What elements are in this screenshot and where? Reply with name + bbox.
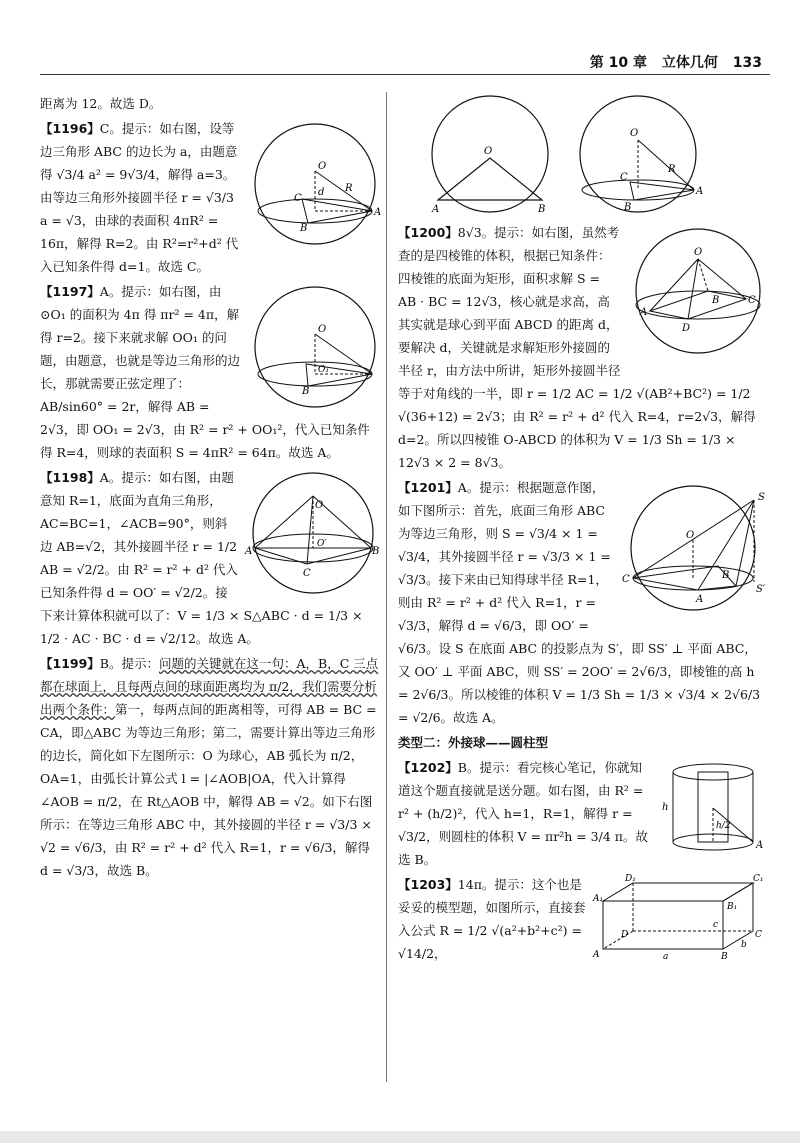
label-op: O′ [317, 539, 327, 549]
figure-1201-sphere [618, 478, 768, 618]
entry-1200 [398, 221, 768, 474]
entry-number: 【1201】 [398, 480, 458, 495]
label-a: A [432, 204, 440, 215]
label-a: A [696, 594, 704, 605]
page-number: 133 [732, 55, 762, 71]
chapter-number: 第 10 章 [589, 55, 648, 71]
entry-1201 [398, 476, 768, 729]
label-b: B [624, 202, 632, 213]
entry-lead: B。提示： [99, 656, 159, 671]
entry-text: 第一，每两点间的距离相等，可得 AB = BC = CA，即△ABC 为等边三角形；第二，需要计算出等边三角形的边长，简化如下左图所示：O 为球心，AB 弧长为 π/2，OA=1，由弧长计算公式 l = |∠AOB|OA，代入计算得 ∠AOB = π/2，在 Rt△AOB 中，解得 AB = √2。如下右图所示：在等边三角形 ABC 中，其外接圆的半径 r = √3/3 × √2 = √6/3，由 R² = r² + d² 代入 R=1，r = √6/3，解得 d = √3/3，故选 B。 [40, 702, 377, 878]
label-c1: C₁ [753, 874, 764, 884]
label-sp: S′ [756, 584, 766, 595]
label-o: O [315, 500, 324, 511]
label-c: C [748, 295, 756, 306]
key-sentence: 问题的关键就在这一句：A，B，C 三点都在球面上，且每两点间的球面距离均为 π/2，我们需要分析出两个条件： [40, 656, 379, 717]
label-a: A [245, 546, 253, 557]
label-d: D [621, 930, 629, 940]
label-o: O [318, 324, 327, 335]
entry-1202 [398, 756, 768, 871]
label-o: O [484, 146, 493, 157]
label-c: C [620, 172, 628, 183]
edge-b: b [741, 940, 747, 950]
entry-text: 8√3。提示：如右图，虽然考查的是四棱锥的体积，根据已知条件：四棱锥的底面为矩形，面积求解 S = AB · BC = 12√3，核心就是求高，高其实就是球心到平面 ABCD 的距离 d，要解决 d，关键就是求解矩形外接圆的半径 r，由方法中所讲，矩形外接圆半径等于对角线的一半，即 r = 1/2 AC = 1/2 √(AB²+BC²) = 1/2 √(36+12) = 2√3；由 R² = r² + d² 代入 R=4，r=2√3，解得 d=2。所以四棱锥 O-ABCD 的体积为 V = 1/3 Sh = 1/3 × 12√3 × 2 = 8√3。 [398, 225, 756, 470]
header-rule [40, 74, 770, 75]
label-o: O [318, 161, 327, 172]
label-a: A [756, 840, 764, 851]
label-a: A [593, 950, 600, 960]
entry-number: 【1203】 [398, 877, 458, 892]
label-b: B [712, 295, 720, 306]
label-a: A [696, 186, 704, 197]
label-b1: B₁ [727, 902, 738, 912]
entry-text: A。提示：根据题意作图，如下图所示：首先，底面三角形 ABC 为等边三角形，则 S = √3/4 × 1 = √3/4，其外接圆半径 r = √3/3 × 1 = √3/3。接下来由已知得球半径 R=1，则由 R² = r² + d² 代入 R=1，r = √3/3，解得 d = √6/3，即 OO′ = √6/3。设 S 在底面 ABC 的投影点为 S′，即 SS′ ⊥ 平面 ABC，又 OO′ ⊥ 平面 ABC，则 SS′ = 2OO′ = 2√6/3，即棱锥的高 h = 2√6/3。所以棱锥的体积 V = 1/3 Sh = 1/3 × √3/4 × 2√6/3 = √2/6。故选 A。 [398, 480, 761, 725]
figure-1196-sphere [250, 119, 380, 249]
entry-number: 【1197】 [40, 284, 100, 299]
label-d: D [682, 323, 691, 334]
entry-number: 【1200】 [398, 225, 458, 240]
label-o1: O₁ [318, 365, 329, 375]
label-d: d [318, 187, 325, 198]
label-b: B [372, 546, 380, 557]
chapter-title: 立体几何 [661, 55, 718, 71]
entry-1203 [398, 873, 768, 965]
section-heading-type2: 类型二：外接球——圆柱型 [398, 735, 549, 750]
label-b: B [302, 386, 310, 397]
entry-1199 [40, 652, 380, 882]
right-column [398, 92, 768, 1092]
label-o: O [686, 530, 695, 541]
label-d1: D₁ [625, 874, 636, 884]
entry-text: C。提示：如右图，设等边三角形 ABC 的边长为 a，由题意得 √3/4 a² = 9√3/4，解得 a=3。由等边三角形外接圆半径 r = √3/3 a = √3，由球的表面积 4πR² = 16π，解得 R=2。由 R²=r²+d² 代入已知条件得 d=1。故选 C。 [40, 121, 239, 274]
label-s: S [758, 492, 765, 503]
figure-1197-sphere [250, 282, 380, 412]
label-c: C [755, 930, 762, 940]
bottom-strip [0, 1131, 800, 1143]
label-o: O [630, 128, 639, 139]
entry-1198 [40, 466, 380, 650]
label-R: R [668, 164, 676, 175]
label-b: B [300, 223, 308, 234]
entry-text: A。提示：如右图，由题意知 R=1，底面为直角三角形，AC=BC=1，∠ACB=90°，则斜边 AB=√2，其外接圆半径 r = 1/2 AB = √2/2。由 R² = r² + d² 代入已知条件得 d = OO′ = √2/2。接下来计算体积就可以了：V = 1/3 × S△ABC · d = 1/3 × 1/2 · AC · BC · d = √2/12。故选 A。 [40, 470, 363, 646]
figure-1203-cuboid [593, 875, 768, 960]
entry-1197 [40, 280, 380, 464]
entry-text: 14π。提示：这个也是妥妥的模型题，如图所示，直接套入公式 R = 1/2 √(a²+b²+c²) = √14/2， [398, 877, 586, 961]
label-a1: A₁ [593, 894, 604, 904]
label-a: A [374, 207, 382, 218]
label-a: A [640, 307, 648, 318]
label-h: h [662, 802, 669, 813]
figures-1199 [398, 92, 768, 217]
entry-text: A。提示：如右图，由⊙O₁ 的面积为 4π 得 πr² = 4π，解得 r=2。接下来就求解 OO₁ 的问题，由题意，也就是等边三角形的边长，那就需要正弦定理了：AB/sin60° = 2r，解得 AB = 2√3，即 OO₁ = 2√3，由 R² = r² + OO₁²，代入已知条件得 R=4，则球的表面积 S = 4πR² = 64π。故选 A。 [40, 284, 370, 460]
label-b: B [721, 952, 728, 962]
label-c: C [303, 568, 311, 579]
entry-text: B。提示：看完核心笔记，你就知道这个题直接就是送分题。如右图，由 R² = r² + (h/2)²，代入 h=1，R=1，解得 r = √3/2，则圆柱的体积 V = πr²h = 3/4 π。故选 B。 [398, 760, 648, 867]
entry-number: 【1199】 [40, 656, 100, 671]
entry-number: 【1202】 [398, 760, 458, 775]
figure-1202-cylinder [658, 758, 768, 858]
label-b: B [538, 204, 546, 215]
label-c: C [294, 193, 302, 204]
label-h2: h/2 [716, 821, 731, 831]
label-c: C [622, 574, 630, 585]
edge-a: a [663, 952, 669, 962]
figure-1200-sphere [628, 223, 768, 358]
label-b: B [722, 570, 730, 581]
entry-number: 【1198】 [40, 470, 100, 485]
left-column [40, 92, 380, 1092]
intro-line: 距离为 12。故选 D。 [40, 96, 162, 111]
label-o: O [694, 247, 703, 258]
label-R: R [345, 183, 353, 194]
entry-number: 【1196】 [40, 121, 100, 136]
page-header [580, 52, 762, 72]
column-divider [386, 92, 387, 1082]
edge-c: c [713, 920, 719, 930]
figures-1199-svg [398, 92, 768, 217]
entry-1196 [40, 117, 380, 278]
figure-1198-sphere [245, 468, 380, 598]
